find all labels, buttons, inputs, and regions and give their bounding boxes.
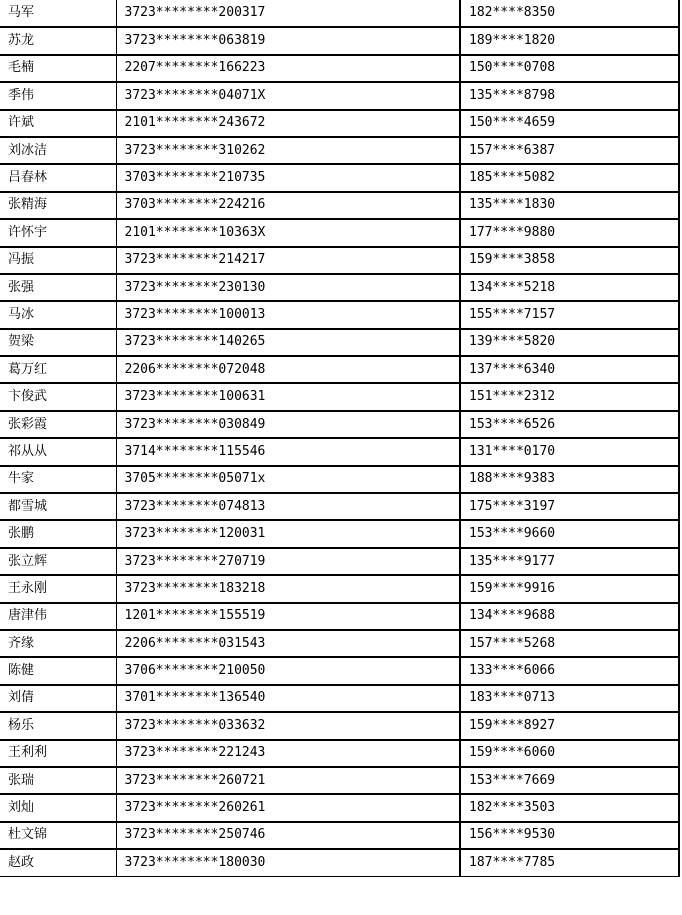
phone-cell[interactable]: 137****6340	[460, 356, 679, 383]
name-cell[interactable]: 王永刚	[0, 575, 116, 602]
name-cell[interactable]: 毛楠	[0, 55, 116, 82]
id-number-cell[interactable]: 2101********10363X	[116, 219, 460, 246]
phone-cell[interactable]: 159****9916	[460, 575, 679, 602]
name-cell[interactable]: 吕春林	[0, 164, 116, 191]
name-cell[interactable]: 马军	[0, 0, 116, 27]
name-cell[interactable]: 王利利	[0, 740, 116, 767]
id-number-cell[interactable]: 3714********115546	[116, 438, 460, 465]
phone-cell[interactable]: 135****8798	[460, 82, 679, 109]
table-row	[0, 164, 679, 191]
table-row	[0, 740, 679, 767]
name-cell[interactable]: 刘倩	[0, 685, 116, 712]
name-cell[interactable]: 贺梁	[0, 329, 116, 356]
table-row	[0, 247, 679, 274]
table-row	[0, 219, 679, 246]
name-cell[interactable]: 刘灿	[0, 794, 116, 821]
name-cell[interactable]: 张彩霞	[0, 411, 116, 438]
id-number-cell[interactable]: 3723********260261	[116, 794, 460, 821]
table-row	[0, 548, 679, 575]
phone-cell[interactable]: 156****9530	[460, 822, 679, 849]
id-number-cell[interactable]: 3723********250746	[116, 822, 460, 849]
table-row	[0, 301, 679, 328]
phone-cell[interactable]: 135****9177	[460, 548, 679, 575]
table-row	[0, 767, 679, 794]
phone-cell[interactable]: 150****0708	[460, 55, 679, 82]
phone-cell[interactable]: 133****6066	[460, 657, 679, 684]
id-number-cell[interactable]: 3723********100013	[116, 301, 460, 328]
phone-cell[interactable]: 175****3197	[460, 493, 679, 520]
id-number-cell[interactable]: 2101********243672	[116, 110, 460, 137]
name-cell[interactable]: 刘冰洁	[0, 137, 116, 164]
id-number-cell[interactable]: 3723********180030	[116, 849, 460, 876]
phone-cell[interactable]: 185****5082	[460, 164, 679, 191]
name-cell[interactable]: 季伟	[0, 82, 116, 109]
id-number-cell[interactable]: 3723********221243	[116, 740, 460, 767]
phone-cell[interactable]: 134****9688	[460, 603, 679, 630]
name-cell[interactable]: 苏龙	[0, 27, 116, 54]
name-cell[interactable]: 张瑞	[0, 767, 116, 794]
id-number-cell[interactable]: 3703********210735	[116, 164, 460, 191]
name-cell[interactable]: 张立辉	[0, 548, 116, 575]
id-number-cell[interactable]: 3706********210050	[116, 657, 460, 684]
table-row	[0, 356, 679, 383]
phone-cell[interactable]: 134****5218	[460, 274, 679, 301]
id-number-cell[interactable]: 3723********063819	[116, 27, 460, 54]
table-row	[0, 192, 679, 219]
name-cell[interactable]: 都雪城	[0, 493, 116, 520]
id-number-cell[interactable]: 3723********270719	[116, 548, 460, 575]
id-number-cell[interactable]: 3723********030849	[116, 411, 460, 438]
id-number-cell[interactable]: 2206********072048	[116, 356, 460, 383]
phone-cell[interactable]: 182****8350	[460, 0, 679, 27]
table-row	[0, 822, 679, 849]
phone-cell[interactable]: 177****9880	[460, 219, 679, 246]
name-cell[interactable]: 许斌	[0, 110, 116, 137]
id-number-cell[interactable]: 3723********033632	[116, 712, 460, 739]
id-number-cell[interactable]: 3723********120031	[116, 520, 460, 547]
phone-cell[interactable]: 131****0170	[460, 438, 679, 465]
table-row	[0, 849, 679, 876]
name-cell[interactable]: 马冰	[0, 301, 116, 328]
id-number-cell[interactable]: 3723********214217	[116, 247, 460, 274]
phone-cell[interactable]: 153****6526	[460, 411, 679, 438]
table-row	[0, 794, 679, 821]
id-number-cell[interactable]: 1201********155519	[116, 603, 460, 630]
phone-cell[interactable]: 139****5820	[460, 329, 679, 356]
table-row	[0, 630, 679, 657]
table-row	[0, 383, 679, 410]
phone-cell[interactable]: 150****4659	[460, 110, 679, 137]
name-cell[interactable]: 杨乐	[0, 712, 116, 739]
phone-cell[interactable]: 151****2312	[460, 383, 679, 410]
name-cell[interactable]: 唐津伟	[0, 603, 116, 630]
table-row	[0, 466, 679, 493]
phone-cell[interactable]: 189****1820	[460, 27, 679, 54]
name-cell[interactable]: 葛万红	[0, 356, 116, 383]
name-cell[interactable]: 冯振	[0, 247, 116, 274]
table-row	[0, 685, 679, 712]
phone-cell[interactable]: 188****9383	[460, 466, 679, 493]
phone-cell[interactable]: 159****3858	[460, 247, 679, 274]
phone-cell[interactable]: 183****0713	[460, 685, 679, 712]
id-number-cell[interactable]: 3723********140265	[116, 329, 460, 356]
table-row	[0, 493, 679, 520]
table-row	[0, 0, 679, 27]
table-row	[0, 520, 679, 547]
phone-cell[interactable]: 187****7785	[460, 849, 679, 876]
name-cell[interactable]: 杜文锦	[0, 822, 116, 849]
table-row	[0, 657, 679, 684]
table-row	[0, 27, 679, 54]
table-row	[0, 438, 679, 465]
phone-cell[interactable]: 157****5268	[460, 630, 679, 657]
table-row	[0, 575, 679, 602]
phone-cell[interactable]: 153****7669	[460, 767, 679, 794]
id-number-cell[interactable]: 2207********166223	[116, 55, 460, 82]
name-cell[interactable]: 卞俊武	[0, 383, 116, 410]
table-row	[0, 110, 679, 137]
table-row	[0, 411, 679, 438]
id-number-cell[interactable]: 3703********224216	[116, 192, 460, 219]
name-cell[interactable]: 齐缘	[0, 630, 116, 657]
id-number-cell[interactable]: 3705********05071x	[116, 466, 460, 493]
name-cell[interactable]: 张精海	[0, 192, 116, 219]
id-number-cell[interactable]: 3723********074813	[116, 493, 460, 520]
name-cell[interactable]: 牛家	[0, 466, 116, 493]
id-number-cell[interactable]: 3723********260721	[116, 767, 460, 794]
id-number-cell[interactable]: 2206********031543	[116, 630, 460, 657]
table-row	[0, 329, 679, 356]
phone-cell[interactable]: 159****8927	[460, 712, 679, 739]
id-number-cell[interactable]: 3723********200317	[116, 0, 460, 27]
phone-cell[interactable]: 157****6387	[460, 137, 679, 164]
id-number-cell[interactable]: 3701********136540	[116, 685, 460, 712]
name-cell[interactable]: 赵政	[0, 849, 116, 876]
name-cell[interactable]: 许怀宇	[0, 219, 116, 246]
id-number-cell[interactable]: 3723********04071X	[116, 82, 460, 109]
table-row	[0, 712, 679, 739]
phone-cell[interactable]: 182****3503	[460, 794, 679, 821]
table-row	[0, 82, 679, 109]
phone-cell[interactable]: 159****6060	[460, 740, 679, 767]
phone-cell[interactable]: 135****1830	[460, 192, 679, 219]
id-number-cell[interactable]: 3723********100631	[116, 383, 460, 410]
phone-cell[interactable]: 153****9660	[460, 520, 679, 547]
id-number-cell[interactable]: 3723********310262	[116, 137, 460, 164]
name-cell[interactable]: 张强	[0, 274, 116, 301]
table-row	[0, 603, 679, 630]
table-row	[0, 274, 679, 301]
phone-cell[interactable]: 155****7157	[460, 301, 679, 328]
name-cell[interactable]: 陈健	[0, 657, 116, 684]
name-cell[interactable]: 张鹏	[0, 520, 116, 547]
name-cell[interactable]: 祁从从	[0, 438, 116, 465]
id-number-cell[interactable]: 3723********183218	[116, 575, 460, 602]
table-row	[0, 55, 679, 82]
id-number-cell[interactable]: 3723********230130	[116, 274, 460, 301]
table-row	[0, 137, 679, 164]
